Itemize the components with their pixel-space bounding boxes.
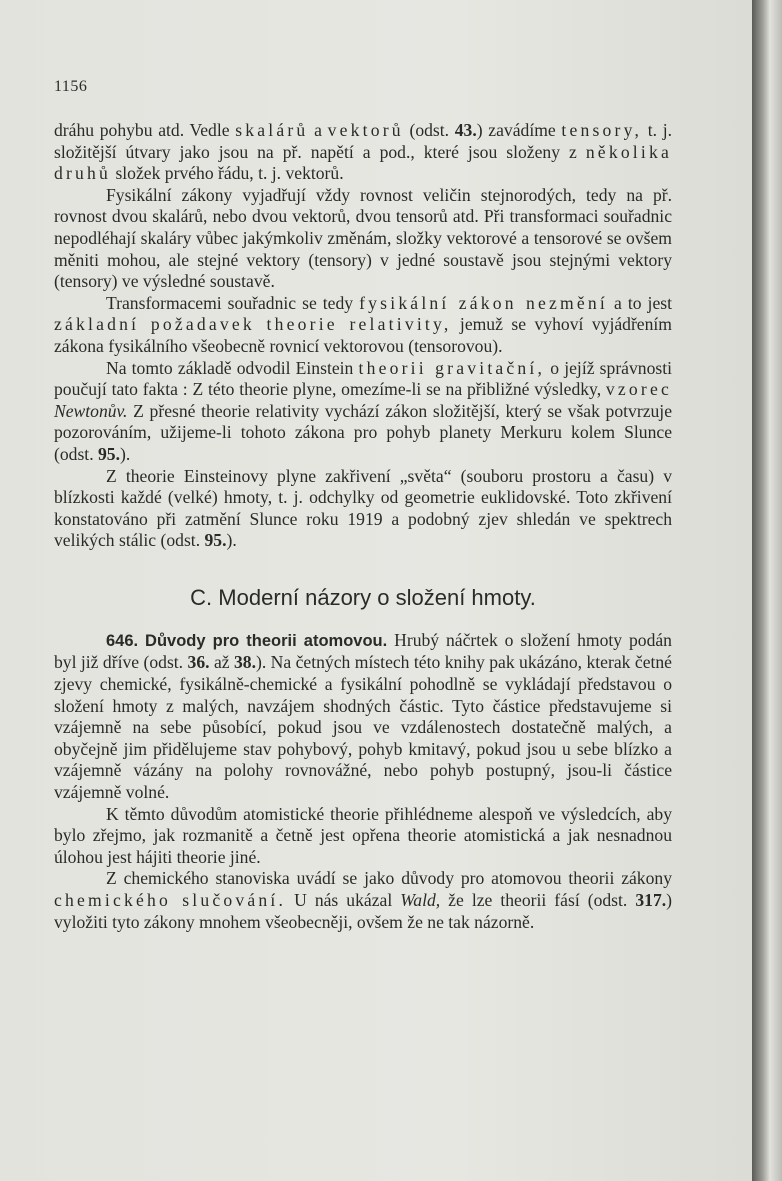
- spaced-term: skalárů: [235, 120, 309, 140]
- text-run: t. j. složitější útvary jako jsou na př. napětí a pod., které jsou složeny z: [54, 120, 672, 162]
- paragraph-chemical-laws: [54, 868, 672, 933]
- section-reference: 38.: [234, 652, 256, 673]
- section-title: Důvody pro theorii atomovou.: [145, 631, 388, 650]
- spaced-term: několika druhů: [54, 141, 672, 184]
- text-run: Z přesné theorie relativity vychází zákon složitější, který se však potvrzuje pozorováním, užijeme-li tohoto zákona pro pohyb planety Merkuru kolem Slunce (odst.: [54, 400, 672, 464]
- text-run: ). Na četných místech této knihy pak ukázáno, kterak četné zjevy chemické, fysikálně-chemické a fysikální pohodlně se vykládají představou o složení hmoty z malých, navzájem shodných částic. Tyto částice představujeme si vzájemně na sebe působící, pokud jsou ve vzdálenostech dostatečně malých, a obyčejně jim přidělujeme stav pohybový, pohyb kmitavý, pokud jsou u sebe blízko a vzájemně vázány na polohy rovnovážné, nebo pohyb postupný, jsou-li částice vzájemně volné.: [54, 652, 672, 803]
- text-run: dráhu pohybu atd. Vedle: [54, 120, 236, 140]
- spaced-term: tensory,: [561, 120, 643, 140]
- paragraph-atomistic-reasons: K těmto důvodům atomistické theorie přihlédneme alespoň ve výsledcích, aby bylo zřejmo, jak rozmanitě a četně jest opřena theorie atomistická a jak nesnadnou úlohou jest hájiti theorie jiné.: [54, 803, 672, 867]
- spaced-term: theorii gravitační,: [358, 357, 546, 378]
- spaced-term: základní požadavek theorie relativity,: [54, 314, 452, 335]
- section-number: 646.: [106, 631, 139, 650]
- italic-term: Wald,: [400, 890, 441, 910]
- text-run: (odst.: [403, 120, 455, 140]
- spaced-term: chemického slučování.: [54, 890, 287, 910]
- section-reference: 43.: [454, 120, 477, 140]
- page-number: 1156: [54, 78, 88, 95]
- text-run: Z theorie Einsteinovy plyne zakřivení „světa“ (souboru prostoru a času) v blízkosti každé (velké) hmoty, t. j. odchylky od geometrie euklidovské. Toto zkřivení konstatováno při zatmění Slunce roku 1919 a podobný zjev shledán ve spektrech velikých stálic (odst.: [54, 465, 672, 551]
- spaced-term: vzorec: [605, 379, 672, 400]
- text-run: složek prvého řádu, t. j. vektorů.: [111, 163, 344, 184]
- text-run: že lze theorii fásí (odst.: [440, 890, 636, 910]
- text-run: a: [308, 120, 328, 140]
- text-run: a to jest: [607, 292, 672, 313]
- text-run: ).: [119, 443, 131, 464]
- section-reference: 95.: [97, 443, 120, 464]
- paragraph-tensors: [54, 120, 672, 185]
- book-binding-edge: [752, 0, 782, 1181]
- text-run: Z chemického stanoviska uvádí se jako důvody pro atomovou theorii zákony: [106, 868, 672, 889]
- paragraph-transformations: [54, 293, 672, 358]
- text-run: ) zavádíme: [476, 120, 562, 140]
- page-body: [54, 120, 672, 933]
- paragraph-physical-laws: Fysikální zákony vyjadřují vždy rovnost veličin stejnorodých, tedy na př. rovnost dvou skalárů, nebo dvou vektorů, dvou tensorů atd. Při transformaci souřadnic nepodléhají skaláry vůbec jakýmkoliv změnám, složky vektorové a tensorové se ovšem měniti mohou, ale stejné vektory (tensory) v jedné soustavě jsou stejnými vektory (tensory) ve výsledné soustavě.: [54, 184, 672, 292]
- section-heading: C. Moderní názory o složení hmoty.: [190, 584, 536, 610]
- paragraph-einstein-gravitation: [54, 358, 672, 466]
- text-run: Transformacemi souřadnic se tedy: [106, 292, 360, 313]
- text-run: Na tomto základě odvodil Einstein: [106, 357, 359, 378]
- section-reference: 317.: [635, 890, 667, 910]
- text-run: U nás ukázal: [286, 890, 401, 910]
- spaced-term: fysikální zákon nezmění: [359, 292, 608, 313]
- section-reference: 36.: [187, 652, 210, 673]
- text-run: až: [209, 652, 234, 673]
- text-run: ).: [226, 530, 237, 551]
- section-reference: 95.: [204, 530, 227, 551]
- paragraph-atomic-theory: [54, 630, 672, 804]
- spaced-term: vektorů: [327, 120, 404, 140]
- text-run: ) vyložiti tyto zákony mnohem všeobecněji, ovšem že ne tak názorně.: [54, 890, 673, 932]
- text-run: o jejíž správnosti poučují tato fakta : Z této theorie plyne, omezíme-li se na přibližné výsledky,: [54, 357, 672, 400]
- italic-term: Newtonův.: [54, 400, 128, 421]
- text-run: jemuž se vyhoví vyjádřením zákona fysikálního všeobecně rovnicí vektorovou (tensorovou).: [54, 314, 672, 356]
- text-run: Hrubý náčrtek o složení hmoty podán byl již dříve (odst.: [54, 629, 672, 673]
- paragraph-curvature: [54, 466, 672, 552]
